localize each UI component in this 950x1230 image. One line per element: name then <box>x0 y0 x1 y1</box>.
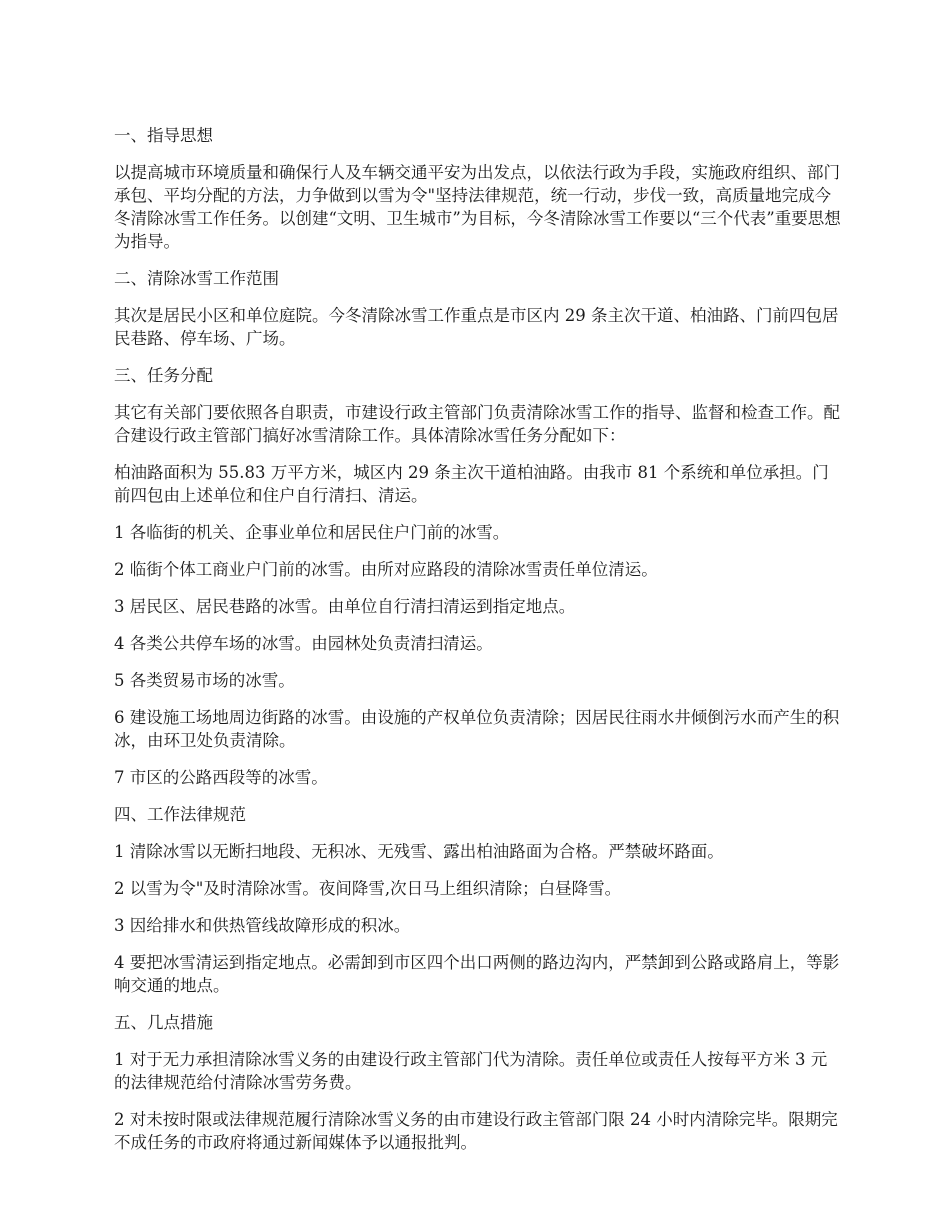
list-item-measure-1: 1 对于无力承担清除冰雪义务的由建设行政主管部门代为清除。责任单位或责任人按每平方米 3 元的法律规范给付清除冰雪劳务费。 <box>114 1050 828 1092</box>
list-item-standard-2: 2 以雪为令"及时清除冰雪。夜间降雪,次日马上组织清除；白昼降雪。 <box>114 879 622 898</box>
list-item-standard-4: 4 要把冰雪清运到指定地点。必需卸到市区四个出口两侧的路边沟内，严禁卸到公路或路肩上，等影响交通的地点。 <box>114 953 840 995</box>
list-item-standard-3: 3 因给排水和供热管线故障形成的积冰。 <box>114 916 411 935</box>
list-item-task-5: 5 各类贸易市场的冰雪。 <box>114 671 295 690</box>
list-item-task-7: 7 市区的公路西段等的冰雪。 <box>114 768 328 787</box>
list-item-standard-1: 1 清除冰雪以无断扫地段、无积冰、无残雪、露出柏油路面为合格。严禁破坏路面。 <box>114 842 724 861</box>
section-heading-measures: 五、几点措施 <box>114 1013 213 1032</box>
list-item-task-3: 3 居民区、居民巷路的冰雪。由单位自行清扫清运到指定地点。 <box>114 597 576 616</box>
paragraph-work-scope: 其次是居民小区和单位庭院。今冬清除冰雪工作重点是市区内 29 条主次干道、柏油路、门前四包居民巷路、停车场、广场。 <box>114 306 839 348</box>
list-item-task-2: 2 临街个体工商业户门前的冰雪。由所对应路段的清除冰雪责任单位清运。 <box>114 560 658 579</box>
list-item-task-6: 6 建设施工场地周边街路的冰雪。由设施的产权单位负责清除；因居民往雨水井倾倒污水而产生的积冰，由环卫处负责清除。 <box>114 708 840 750</box>
paragraph-asphalt-area: 柏油路面积为 55.83 万平方米，城区内 29 条主次干道柏油路。由我市 81 个系统和单位承担。门前四包由上述单位和住户自行清扫、清运。 <box>114 463 829 505</box>
paragraph-task-assignment-intro: 其它有关部门要依照各自职责，市建设行政主管部门负责清除冰雪工作的指导、监督和检查工作。配合建设行政主管部门搞好冰雪清除工作。具体清除冰雪任务分配如下： <box>114 403 840 445</box>
section-heading-guiding-ideology: 一、指导思想 <box>114 126 213 145</box>
list-item-task-4: 4 各类公共停车场的冰雪。由园林处负责清扫清运。 <box>114 634 493 653</box>
section-heading-work-standards: 四、工作法律规范 <box>114 805 246 824</box>
section-heading-task-assignment: 三、任务分配 <box>114 366 213 385</box>
paragraph-guiding-ideology: 以提高城市环境质量和确保行人及车辆交通平安为出发点，以依法行政为手段，实施政府组织、部门承包、平均分配的方法，力争做到以雪为令"坚持法律规范，统一行动，步伐一致，高质量地完成今冬清除冰雪工作任务。以创建“文明、卫生城市”为目标，今冬清除冰雪工作要以“三个代表”重要思想为指导。 <box>114 163 841 251</box>
section-heading-work-scope: 二、清除冰雪工作范围 <box>114 269 279 288</box>
list-item-measure-2: 2 对未按时限或法律规范履行清除冰雪义务的由市建设行政主管部门限 24 小时内清除完毕。限期完不成任务的市政府将通过新闻媒体予以通报批判。 <box>114 1110 838 1152</box>
list-item-task-1: 1 各临街的机关、企事业单位和居民住户门前的冰雪。 <box>114 523 510 542</box>
